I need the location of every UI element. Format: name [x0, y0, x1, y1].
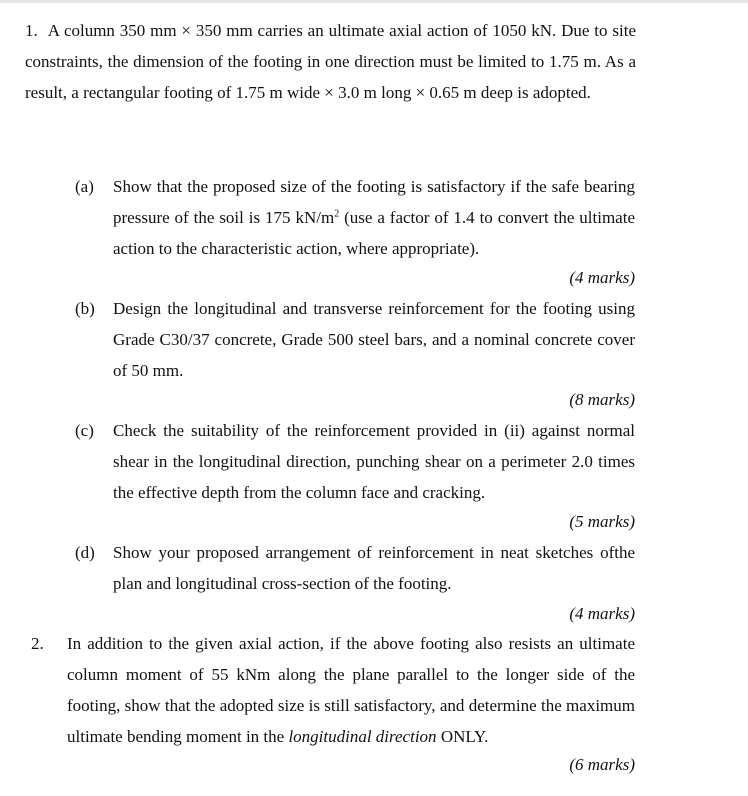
part-d-marks: (4 marks)	[569, 604, 635, 623]
question-2-text	[67, 628, 635, 752]
part-c-text: Check the suitability of the reinforcement provided in (ii) against normal shear in the longitudinal direction, punching shear on a perimeter 2.0 times the effective depth from the column face and cracking.	[113, 421, 635, 502]
part-c-label: (c)	[75, 421, 94, 440]
part-a-text-main: Show that the proposed size of the footing is satisfactory if the safe bearing pressure of the soil is 175 kN/m	[113, 177, 635, 227]
part-b-label: (b)	[75, 299, 95, 318]
question-1	[25, 15, 636, 108]
question-1-text: A column 350 mm × 350 mm carries an ultimate axial action of 1050 kN. Due to site constraints, the dimension of the footing in one direction must be limited to 1.75 m. As a result, a rectangular footing of 1.75 m wide × 3.0 m long × 0.65 m deep is adopted.	[25, 21, 636, 102]
part-a-label: (a)	[75, 177, 94, 196]
question-2-italic-text: longitudinal direction	[288, 727, 437, 746]
part-b-text: Design the longitudinal and transverse reinforcement for the footing using Grade C30/37 concrete, Grade 500 steel bars, and a nominal concrete cover of 50 mm.	[113, 299, 635, 380]
part-a-marks: (4 marks)	[569, 268, 635, 287]
part-b-marks: (8 marks)	[569, 390, 635, 409]
question-2-number: 2.	[31, 634, 44, 653]
part-a-text	[113, 171, 635, 264]
part-a-superscript: 2	[334, 208, 340, 220]
question-2-marks: (6 marks)	[569, 755, 635, 774]
question-1-number: 1.	[25, 21, 38, 40]
top-border	[0, 0, 748, 3]
part-d-text: Show your proposed arrangement of reinforcement in neat sketches ofthe plan and longitudinal cross-section of the footing.	[113, 543, 635, 593]
question-2-text-end: ONLY.	[436, 727, 489, 746]
part-c-marks: (5 marks)	[569, 512, 635, 531]
part-d-label: (d)	[75, 543, 95, 562]
question-2-text-main: In addition to the given axial action, if the above footing also resists an ultimate column moment of 55 kNm along the plane parallel to the longer side of the footing, show that the adopted size is still satisfactory, and determine the maximum ultimate bending moment in the	[67, 634, 635, 746]
part-a-text-rest: (use a factor of 1.4 to convert the ultimate action to the characteristic action, where appropriate).	[113, 208, 635, 258]
